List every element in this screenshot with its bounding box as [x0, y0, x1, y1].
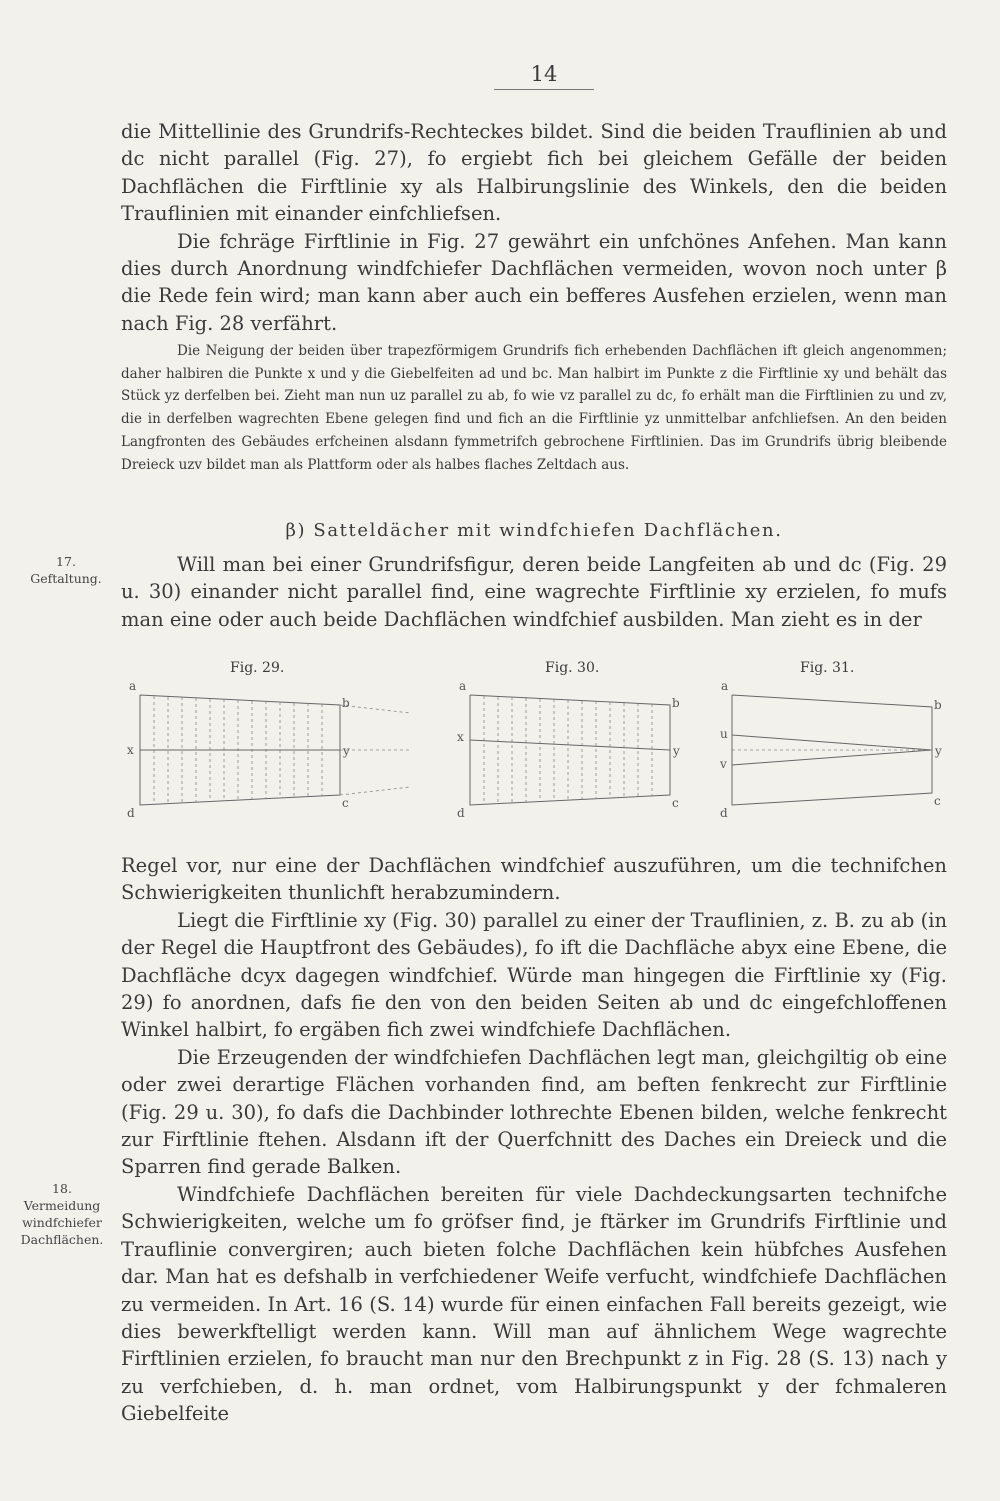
fig-label: c [342, 796, 349, 810]
page-number-rule [494, 89, 594, 90]
fig-29-extension [340, 705, 410, 713]
fig-label: a [129, 679, 137, 693]
paragraph: Die Erzeugenden der windfchiefen Dachflächen legt man, gleichgiltig ob eine oder zwei derartige Flächen vorhanden find, am beften fenkrecht zur Firftlinie (Fig. 29 u. 30), fo dafs die Dachbinder lothrechte Ebenen bilden, welche fenkrecht zur Firftlinie ftehen. Alsdann ift der Querfchnitt des Daches ein Dreieck und die Sparren find gerade Balken. [121, 1045, 947, 1179]
fig-label: b [672, 696, 680, 710]
text-block-1 [121, 118, 947, 337]
paragraph: Will man bei einer Grundrifsfigur, deren beide Langfeiten ab und dc (Fig. 29 u. 30) einander nicht parallel find, eine wagrechte Firftlinie xy erzielen, fo mufs man eine oder auch beide Dachflächen windfchief ausbilden. Man zieht es in der [121, 553, 947, 631]
margin-note-18 [8, 1180, 116, 1248]
fig-label: u [720, 727, 728, 741]
fig-30-generators [484, 696, 652, 804]
fig-label: a [721, 679, 729, 693]
paragraph: Liegt die Firftlinie xy (Fig. 30) parallel zu einer der Trauflinien, z. B. zu ab (in der Regel die Hauptfront des Gebäudes), fo ift die Dachfläche abyx eine Ebene, die Dachfläche dcyx dagegen windfchief. Würde man hingegen die Firftlinie xy (Fig. 29) fo anordnen, dafs fie den von den beiden Seiten ab und dc eingefchloffenen Winkel halbirt, fo ergäben fich zwei windfchiefe Dachflächen. [121, 908, 947, 1042]
paragraph: Regel vor, nur eine der Dachflächen windfchief auszuführen, um die technifchen Schwierigkeiten thunlichft herabzumindern. [121, 854, 947, 905]
fig-label: y [343, 744, 350, 758]
page-number: 14 [530, 62, 558, 86]
fig-31 [712, 675, 962, 825]
text-block-3 [121, 852, 947, 1428]
fig-label: c [672, 796, 679, 810]
fig-29 [120, 675, 420, 825]
small-note [121, 340, 947, 476]
paragraph: Windfchiefe Dachflächen bereiten für viele Dachdeckungsarten technifche Schwierigkeiten, welche um fo gröfser find, je ftärker im Grundrifs Firftlinie und Trauflinie convergiren; auch bieten folche Dachflächen kein hübfches Ausfehen dar. Man hat es defshalb in verfchiedener Weife verfucht, windfchiefe Dachflächen zu vermeiden. In Art. 16 (S. 14) wurde für einen einfachen Fall bereits gezeigt, wie dies bewerkftelligt werden kann. Will man auf ähnlichem Wege wagrechte Firftlinien erzielen, fo braucht man nur den Brechpunkt z in Fig. 28 (S. 13) nach y zu verfchieben, d. h. man ordnet, vom Halbirungspunkt y der fchmaleren Giebelfeite [121, 1182, 947, 1426]
paragraph: die Mittellinie des Grundrifs-Rechteckes bildet. Sind die beiden Trauflinien ab und dc nicht parallel (Fig. 27), fo ergiebt fich bei gleichem Gefälle der beiden Dachflächen die Firftlinie xy als Halbirungslinie des Winkels, den die beiden Trauflinien mit einander einfchliefsen. [121, 120, 947, 226]
margin-note-number: 18. [52, 1181, 72, 1196]
fig-label: c [934, 794, 941, 808]
fig-30-ridge [470, 740, 670, 750]
fig-label: x [457, 730, 464, 744]
fig-label: y [673, 744, 680, 758]
fig-label: a [459, 679, 467, 693]
fig-31-ridge-v [732, 750, 932, 765]
section-heading-wrap [121, 520, 947, 541]
fig-label: d [720, 806, 728, 820]
fig-30-title: Fig. 30. [545, 660, 600, 676]
text-block-2 [121, 551, 947, 633]
margin-note-label: Vermeidung windfchiefer Dachflächen. [20, 1198, 104, 1247]
fig-31-title: Fig. 31. [800, 660, 855, 676]
fig-29-title: Fig. 29. [230, 660, 285, 676]
section-heading: β) Satteldächer mit windfchiefen Dachflächen. [285, 520, 783, 541]
fig-31-ridge-u [732, 735, 932, 750]
fig-label: y [935, 744, 942, 758]
fig-label: b [342, 696, 350, 710]
margin-note-number: 17. [56, 554, 76, 569]
fig-label: b [934, 698, 942, 712]
margin-note-label: Geftaltung. [30, 571, 102, 586]
paragraph: Die fchräge Firftlinie in Fig. 27 gewährt ein unfchönes Anfehen. Man kann dies durch Anordnung windfchiefer Dachflächen vermeiden, wovon noch unter β die Rede fein wird; man kann aber auch ein befferes Ausfehen erzielen, wenn man nach Fig. 28 verfährt. [121, 229, 947, 335]
fig-29-extension [340, 787, 410, 795]
fig-label: v [720, 757, 727, 771]
fig-label: d [127, 806, 135, 820]
margin-note-17 [12, 553, 120, 587]
fig-label: x [127, 743, 134, 757]
fig-30-outline [470, 695, 670, 805]
fig-label: d [457, 806, 465, 820]
fig-30 [450, 675, 690, 825]
small-note-text: Die Neigung der beiden über trapezförmigem Grundrifs fich erhebenden Dachflächen ift gleich angenommen; daher halbiren die Punkte x und y die Giebelfeiten ad und bc. Man halbirt im Punkte z die Firftlinie xy und behält das Stück yz derfelben bei. Zieht man nun uz parallel zu ab, fo wie vz parallel zu dc, fo erhält man die Firftlinien zu und zv, die in derfelben wagrechten Ebene gelegen find und fich an die Firftlinie yz unmittelbar anfchliefsen. An den beiden Langfronten des Gebäudes erfcheinen alsdann fymmetrifch gebrochene Firftlinien. Das im Grundrifs übrig bleibende Dreieck uzv bildet man als Plattform oder als halbes flaches Zeltdach aus. [121, 343, 947, 473]
